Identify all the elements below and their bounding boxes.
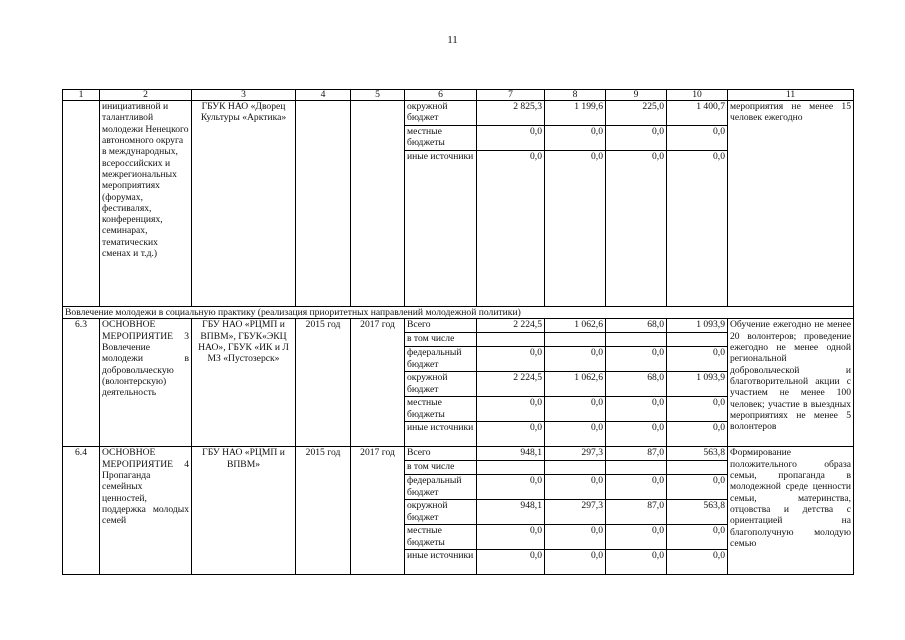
value-cell: 2 224,5 bbox=[477, 319, 545, 333]
section-row bbox=[63, 307, 854, 319]
funding-source-cell: Всего bbox=[405, 447, 477, 461]
result-cell: Формирование положительного образа семьи, пропаганда в молодежной среде ценности семьи, материнства, отцовства и детства с ориентацией на благополучную молодую семью bbox=[728, 447, 854, 575]
column-number: 7 bbox=[477, 90, 545, 101]
funding-source-cell: местные бюджеты bbox=[405, 397, 477, 422]
column-number: 10 bbox=[667, 90, 728, 101]
funding-source-cell: Всего bbox=[405, 319, 477, 333]
value-cell: 0,0 bbox=[606, 126, 667, 151]
value-cell: 0,0 bbox=[606, 525, 667, 550]
value-cell: 0,0 bbox=[667, 550, 728, 575]
value-cell: 948,1 bbox=[477, 447, 545, 461]
column-number: 2 bbox=[100, 90, 192, 101]
column-number: 5 bbox=[351, 90, 405, 101]
table-row bbox=[63, 101, 854, 126]
result-cell: мероприятия не менее 15 человек ежегодно bbox=[728, 101, 854, 307]
value-cell bbox=[667, 461, 728, 475]
result-cell: Обучение ежегодно не менее 20 волонтеров; проведение ежегодно не менее одной региональной добровольческой и благотворительной акции с участием не менее 100 человек; участие в выездных мероприятиях не менее 5 волонтеров bbox=[728, 319, 854, 447]
value-cell: 0,0 bbox=[545, 550, 606, 575]
funding-source-cell: в том числе bbox=[405, 333, 477, 347]
program-table bbox=[62, 89, 854, 575]
item-number-cell: 6.4 bbox=[63, 447, 100, 575]
value-cell: 0,0 bbox=[545, 397, 606, 422]
value-cell: 0,0 bbox=[667, 126, 728, 151]
value-cell bbox=[477, 333, 545, 347]
value-cell: 948,1 bbox=[477, 500, 545, 525]
value-cell bbox=[606, 461, 667, 475]
value-cell: 0,0 bbox=[477, 550, 545, 575]
item-number-cell bbox=[63, 101, 100, 307]
value-cell: 297,3 bbox=[545, 500, 606, 525]
funding-source-cell: окружной бюджет bbox=[405, 101, 477, 126]
value-cell bbox=[606, 333, 667, 347]
value-cell: 0,0 bbox=[477, 422, 545, 447]
value-cell: 0,0 bbox=[545, 422, 606, 447]
value-cell: 0,0 bbox=[477, 126, 545, 151]
start-cell bbox=[296, 101, 351, 307]
executor-cell: ГБУ НАО «РЦМП и ВПВМ», ГБУК«ЭКЦ НАО», ГБУК «ИК и Л МЗ «Пустозерск» bbox=[192, 319, 296, 447]
value-cell: 1 062,6 bbox=[545, 372, 606, 397]
funding-source-cell: окружной бюджет bbox=[405, 500, 477, 525]
value-cell: 0,0 bbox=[477, 347, 545, 372]
value-cell: 87,0 bbox=[606, 447, 667, 461]
value-cell: 0,0 bbox=[545, 525, 606, 550]
page-number: 11 bbox=[447, 34, 458, 46]
value-cell bbox=[667, 333, 728, 347]
funding-source-cell: федеральный бюджет bbox=[405, 347, 477, 372]
value-cell: 1 400,7 bbox=[667, 101, 728, 126]
value-cell: 0,0 bbox=[477, 525, 545, 550]
column-number-row bbox=[63, 90, 854, 101]
item-name-cell: ОСНОВНОЕ МЕРОПРИЯТИЕ 4 Пропаганда семейных ценностей, поддержка молодых семей bbox=[100, 447, 192, 575]
value-cell: 0,0 bbox=[545, 126, 606, 151]
value-cell: 2 224,5 bbox=[477, 372, 545, 397]
value-cell: 0,0 bbox=[667, 347, 728, 372]
funding-source-cell: иные источники bbox=[405, 422, 477, 447]
funding-source-cell: в том числе bbox=[405, 461, 477, 475]
section-title: Вовлечение молодежи в социальную практику (реализация приоритетных направлений молодежной политики) bbox=[63, 307, 854, 319]
start-cell: 2015 год bbox=[296, 319, 351, 447]
column-number: 6 bbox=[405, 90, 477, 101]
value-cell: 1 062,6 bbox=[545, 319, 606, 333]
end-cell: 2017 год bbox=[351, 319, 405, 447]
value-cell: 225,0 bbox=[606, 101, 667, 126]
value-cell: 0,0 bbox=[477, 475, 545, 500]
funding-source-cell: местные бюджеты bbox=[405, 126, 477, 151]
value-cell: 68,0 bbox=[606, 319, 667, 333]
value-cell: 0,0 bbox=[606, 475, 667, 500]
value-cell: 0,0 bbox=[667, 525, 728, 550]
start-cell: 2015 год bbox=[296, 447, 351, 575]
value-cell: 0,0 bbox=[606, 550, 667, 575]
value-cell: 0,0 bbox=[606, 397, 667, 422]
funding-source-cell: местные бюджеты bbox=[405, 525, 477, 550]
funding-source-cell: иные источники bbox=[405, 151, 477, 307]
value-cell: 0,0 bbox=[545, 151, 606, 307]
value-cell: 0,0 bbox=[606, 347, 667, 372]
column-number: 11 bbox=[728, 90, 854, 101]
funding-source-cell: окружной бюджет bbox=[405, 372, 477, 397]
column-number: 8 bbox=[545, 90, 606, 101]
table-row bbox=[63, 447, 854, 461]
funding-source-cell: федеральный бюджет bbox=[405, 475, 477, 500]
item-name-cell: ОСНОВНОЕ МЕРОПРИЯТИЕ 3 Вовлечение молодежи в добровольческую (волонтерскую) деятельность bbox=[100, 319, 192, 447]
column-number: 3 bbox=[192, 90, 296, 101]
executor-cell: ГБУК НАО «Дворец Культуры «Арктика» bbox=[192, 101, 296, 307]
value-cell: 563,8 bbox=[667, 447, 728, 461]
value-cell: 563,8 bbox=[667, 500, 728, 525]
value-cell: 2 825,3 bbox=[477, 101, 545, 126]
end-cell bbox=[351, 101, 405, 307]
value-cell: 0,0 bbox=[606, 151, 667, 307]
table-body bbox=[63, 90, 854, 575]
value-cell: 1 093,9 bbox=[667, 319, 728, 333]
funding-source-cell: иные источники bbox=[405, 550, 477, 575]
value-cell: 0,0 bbox=[667, 151, 728, 307]
value-cell: 0,0 bbox=[667, 422, 728, 447]
value-cell: 0,0 bbox=[477, 151, 545, 307]
value-cell: 87,0 bbox=[606, 500, 667, 525]
value-cell: 0,0 bbox=[667, 475, 728, 500]
table-row bbox=[63, 319, 854, 333]
column-number: 9 bbox=[606, 90, 667, 101]
value-cell: 0,0 bbox=[545, 475, 606, 500]
value-cell bbox=[545, 333, 606, 347]
value-cell: 1 093,9 bbox=[667, 372, 728, 397]
executor-cell: ГБУ НАО «РЦМП и ВПВМ» bbox=[192, 447, 296, 575]
value-cell: 0,0 bbox=[667, 397, 728, 422]
value-cell: 0,0 bbox=[545, 347, 606, 372]
column-number: 4 bbox=[296, 90, 351, 101]
value-cell bbox=[477, 461, 545, 475]
item-name-cell: инициативной и талантливой молодежи Ненецкого автономного округа в международных, всероссийских и межрегиональных мероприятиях (форумах, фестивалях, конференциях, семинарах, тематических сменах и т.д.) bbox=[100, 101, 192, 307]
column-number: 1 bbox=[63, 90, 100, 101]
value-cell: 1 199,6 bbox=[545, 101, 606, 126]
value-cell bbox=[545, 461, 606, 475]
value-cell: 0,0 bbox=[606, 422, 667, 447]
item-number-cell: 6.3 bbox=[63, 319, 100, 447]
value-cell: 0,0 bbox=[477, 397, 545, 422]
value-cell: 68,0 bbox=[606, 372, 667, 397]
value-cell: 297,3 bbox=[545, 447, 606, 461]
end-cell: 2017 год bbox=[351, 447, 405, 575]
